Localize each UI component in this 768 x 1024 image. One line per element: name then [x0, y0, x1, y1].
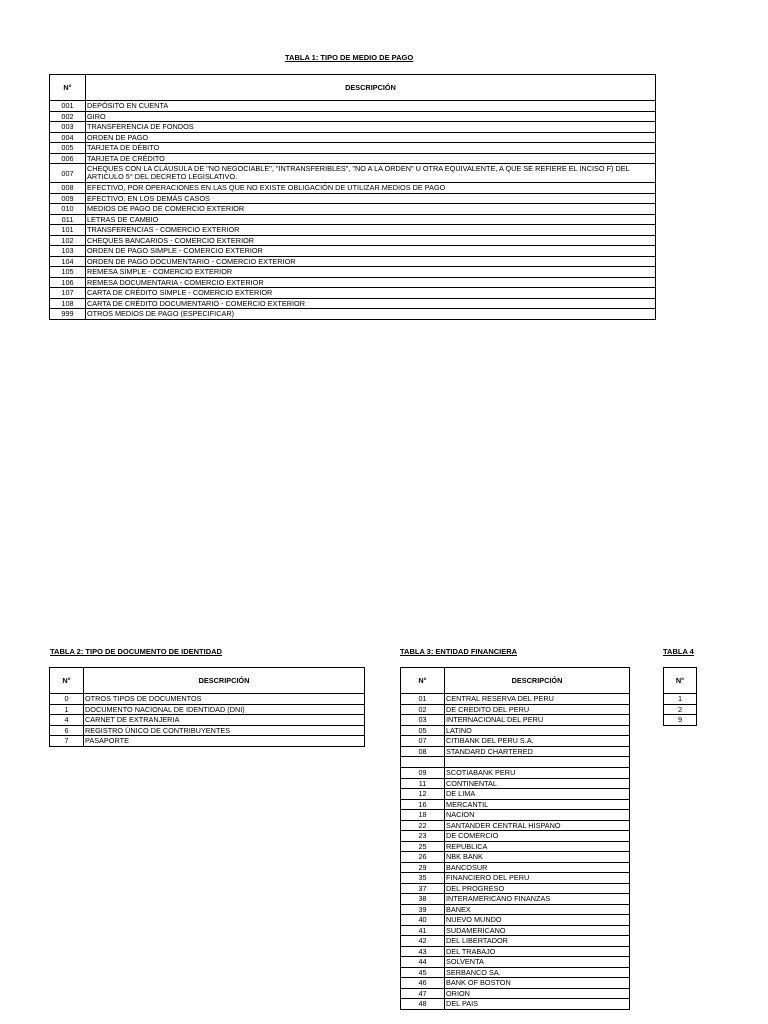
row-number: 08 — [401, 746, 445, 757]
row-description: DE COMERCIO — [445, 831, 630, 842]
row-description: NUEVO MUNDO — [445, 915, 630, 926]
table3-col-description: DESCRIPCIÓN — [445, 668, 630, 694]
table1-col-number: N° — [50, 75, 86, 101]
table1 — [49, 74, 656, 320]
row-number: 05 — [401, 725, 445, 736]
table-row — [50, 256, 656, 267]
row-description — [445, 757, 630, 768]
table-row — [50, 267, 656, 278]
row-number: 2 — [664, 704, 697, 715]
row-number: 40 — [401, 915, 445, 926]
row-number: 16 — [401, 799, 445, 810]
table-row — [401, 736, 630, 747]
table3-col-number: N° — [401, 668, 445, 694]
row-number: 0 — [50, 694, 84, 705]
table-row — [50, 164, 656, 183]
table-row — [401, 725, 630, 736]
row-description: OTROS MEDIOS DE PAGO (ESPECIFICAR) — [86, 309, 656, 320]
table-row — [401, 946, 630, 957]
table-row — [401, 904, 630, 915]
table-row — [401, 820, 630, 831]
row-description: REMESA DOCUMENTARIA - COMERCIO EXTERIOR — [86, 277, 656, 288]
row-description: SCOTIABANK PERU — [445, 768, 630, 779]
row-description: ORDEN DE PAGO DOCUMENTARIO - COMERCIO EXTERIOR — [86, 256, 656, 267]
row-number: 45 — [401, 967, 445, 978]
row-description: REMESA SIMPLE - COMERCIO EXTERIOR — [86, 267, 656, 278]
table-row — [50, 736, 365, 747]
row-number: 38 — [401, 894, 445, 905]
row-description: EFECTIVO, EN LOS DEMÁS CASOS — [86, 193, 656, 204]
row-number: 46 — [401, 978, 445, 989]
table1-body — [50, 101, 656, 320]
table-row — [50, 214, 656, 225]
table-row — [50, 204, 656, 215]
table-row — [50, 694, 365, 705]
row-description: INTERAMERICANO FINANZAS — [445, 894, 630, 905]
row-number: 999 — [50, 309, 86, 320]
row-number: 09 — [401, 768, 445, 779]
row-description: CITIBANK DEL PERU S.A. — [445, 736, 630, 747]
row-description: PASAPORTE — [84, 736, 365, 747]
row-number: 37 — [401, 883, 445, 894]
table-row — [401, 831, 630, 842]
table-row — [401, 936, 630, 947]
table-row — [50, 298, 656, 309]
row-number: 03 — [401, 715, 445, 726]
row-description: NBK BANK — [445, 852, 630, 863]
table-row — [50, 725, 365, 736]
row-description: BANEX — [445, 904, 630, 915]
table-row — [401, 778, 630, 789]
row-description: REGISTRO ÚNICO DE CONTRIBUYENTES — [84, 725, 365, 736]
table-row — [401, 967, 630, 978]
row-description: LATINO — [445, 725, 630, 736]
row-number: 02 — [401, 704, 445, 715]
row-number: 006 — [50, 153, 86, 164]
row-description: DOCUMENTO NACIONAL DE IDENTIDAD (DNI) — [84, 704, 365, 715]
table-row — [50, 235, 656, 246]
table1-col-description: DESCRIPCIÓN — [86, 75, 656, 101]
row-number: 11 — [401, 778, 445, 789]
row-number: 29 — [401, 862, 445, 873]
row-description: DEL LIBERTADOR — [445, 936, 630, 947]
row-description: OTROS TIPOS DE DOCUMENTOS — [84, 694, 365, 705]
table-row — [664, 694, 697, 705]
row-number: 009 — [50, 193, 86, 204]
row-number: 41 — [401, 925, 445, 936]
row-description: MERCANTIL — [445, 799, 630, 810]
row-description: SUDAMERICANO — [445, 925, 630, 936]
table-row — [50, 183, 656, 194]
row-number: 011 — [50, 214, 86, 225]
table-row — [401, 862, 630, 873]
row-number: 007 — [50, 164, 86, 183]
row-description: CARTA DE CRÉDITO SIMPLE - COMERCIO EXTERIOR — [86, 288, 656, 299]
row-description: CHEQUES BANCARIOS - COMERCIO EXTERIOR — [86, 235, 656, 246]
table-row — [50, 704, 365, 715]
row-number: 004 — [50, 132, 86, 143]
table-row — [50, 246, 656, 257]
row-number: 002 — [50, 111, 86, 122]
table3-title: TABLA 3: ENTIDAD FINANCIERA — [400, 647, 518, 656]
table-row — [401, 883, 630, 894]
table-row — [401, 894, 630, 905]
table-row — [50, 122, 656, 133]
row-description: CARTA DE CRÉDITO DOCUMENTARIO - COMERCIO EXTERIOR — [86, 298, 656, 309]
table-row — [664, 704, 697, 715]
table-row — [401, 799, 630, 810]
table-row — [401, 715, 630, 726]
row-number: 48 — [401, 999, 445, 1010]
table-row — [401, 925, 630, 936]
table-row — [50, 132, 656, 143]
row-number: 1 — [50, 704, 84, 715]
row-description: SANTANDER CENTRAL HISPANO — [445, 820, 630, 831]
row-number: 103 — [50, 246, 86, 257]
row-number: 001 — [50, 101, 86, 112]
row-number: 9 — [664, 715, 697, 726]
table-row — [401, 694, 630, 705]
row-number: 104 — [50, 256, 86, 267]
row-number: 108 — [50, 298, 86, 309]
row-description: CENTRAL RESERVA DEL PERU — [445, 694, 630, 705]
row-description: DEL PROGRESO — [445, 883, 630, 894]
table-row — [401, 704, 630, 715]
row-number: 008 — [50, 183, 86, 194]
table-row — [401, 915, 630, 926]
table-row — [401, 746, 630, 757]
table-row — [401, 810, 630, 821]
table-row — [401, 789, 630, 800]
row-description: BANK OF BOSTON — [445, 978, 630, 989]
table1-title: TABLA 1: TIPO DE MEDIO DE PAGO — [285, 53, 414, 62]
row-number: 010 — [50, 204, 86, 215]
row-description: TARJETA DE DÉBITO — [86, 143, 656, 154]
table-row — [401, 957, 630, 968]
row-description: DEL PAIS — [445, 999, 630, 1010]
row-description: INTERNACIONAL DEL PERU — [445, 715, 630, 726]
row-number: 18 — [401, 810, 445, 821]
table-row — [50, 288, 656, 299]
row-number: 101 — [50, 225, 86, 236]
table-row — [50, 111, 656, 122]
row-number: 4 — [50, 715, 84, 726]
table3-header-row — [401, 668, 630, 694]
row-description: DEPÓSITO EN CUENTA — [86, 101, 656, 112]
table-row — [50, 715, 365, 726]
row-number: 43 — [401, 946, 445, 957]
row-number: 22 — [401, 820, 445, 831]
table4-header-row — [664, 668, 697, 694]
table1-header-row — [50, 75, 656, 101]
table-row — [50, 153, 656, 164]
table-row — [50, 225, 656, 236]
row-description: FINANCIERO DEL PERU — [445, 873, 630, 884]
table-row — [401, 999, 630, 1010]
row-description: GIRO — [86, 111, 656, 122]
row-number: 003 — [50, 122, 86, 133]
table-row — [401, 978, 630, 989]
row-number: 01 — [401, 694, 445, 705]
row-description: SERBANCO SA. — [445, 967, 630, 978]
row-number: 005 — [50, 143, 86, 154]
row-number: 42 — [401, 936, 445, 947]
row-description: CARNET DE EXTRANJERIA — [84, 715, 365, 726]
table-row — [401, 841, 630, 852]
row-number: 6 — [50, 725, 84, 736]
row-number: 23 — [401, 831, 445, 842]
row-description: ORION — [445, 988, 630, 999]
row-description: TRANSFERENCIA DE FONDOS — [86, 122, 656, 133]
row-number: 35 — [401, 873, 445, 884]
row-description: SOLVENTA — [445, 957, 630, 968]
table-row — [401, 768, 630, 779]
row-description: CONTINENTAL — [445, 778, 630, 789]
row-description: ORDEN DE PAGO — [86, 132, 656, 143]
table4 — [663, 667, 697, 726]
row-description: LETRAS DE CAMBIO — [86, 214, 656, 225]
row-number: 12 — [401, 789, 445, 800]
row-number: 26 — [401, 852, 445, 863]
row-description: STANDARD CHARTERED — [445, 746, 630, 757]
row-description: NACION — [445, 810, 630, 821]
row-number: 07 — [401, 736, 445, 747]
row-description: DE CREDITO DEL PERU — [445, 704, 630, 715]
table-row — [664, 715, 697, 726]
table-row — [50, 193, 656, 204]
row-number: 107 — [50, 288, 86, 299]
table-row — [50, 277, 656, 288]
table2-col-number: N° — [50, 668, 84, 694]
row-number: 7 — [50, 736, 84, 747]
row-number: 102 — [50, 235, 86, 246]
table-row — [401, 852, 630, 863]
row-description: CHEQUES CON LA CLÁUSULA DE "NO NEGOCIABLE", "INTRANSFERIBLES", "NO A LA ORDEN" U OTRA EQUIVALENTE, A QUE SE REFIERE EL INCISO F) DEL ARTICULO 5° DEL DECRETO LEGISLATIVO. — [86, 164, 656, 183]
table3-body — [401, 694, 630, 1010]
table4-title: TABLA 4 — [663, 647, 694, 656]
table-row — [401, 757, 630, 768]
row-number: 105 — [50, 267, 86, 278]
row-number — [401, 757, 445, 768]
table-row — [50, 309, 656, 320]
table2-header-row — [50, 668, 365, 694]
row-description: ORDEN DE PAGO SIMPLE - COMERCIO EXTERIOR — [86, 246, 656, 257]
row-description: MEDIOS DE PAGO DE COMERCIO EXTERIOR — [86, 204, 656, 215]
table-row — [401, 873, 630, 884]
row-number: 44 — [401, 957, 445, 968]
table2-col-description: DESCRIPCIÓN — [84, 668, 365, 694]
row-number: 1 — [664, 694, 697, 705]
table-row — [401, 988, 630, 999]
table3 — [400, 667, 630, 1010]
table2-title: TABLA 2: TIPO DE DOCUMENTO DE IDENTIDAD — [50, 647, 222, 656]
table2 — [49, 667, 365, 747]
table4-col-number: N° — [664, 668, 697, 694]
row-description: REPUBLICA — [445, 841, 630, 852]
row-number: 39 — [401, 904, 445, 915]
row-description: TRANSFERENCIAS - COMERCIO EXTERIOR — [86, 225, 656, 236]
row-description: DE LIMA — [445, 789, 630, 800]
row-number: 25 — [401, 841, 445, 852]
row-description: TARJETA DE CRÉDITO — [86, 153, 656, 164]
table2-body — [50, 694, 365, 747]
row-description: EFECTIVO, POR OPERACIONES EN LAS QUE NO EXISTE OBLIGACIÓN DE UTILIZAR MEDIOS DE PAGO — [86, 183, 656, 194]
table4-body — [664, 694, 697, 726]
row-number: 47 — [401, 988, 445, 999]
table-row — [50, 143, 656, 154]
table-row — [50, 101, 656, 112]
row-description: BANCOSUR — [445, 862, 630, 873]
row-description: DEL TRABAJO — [445, 946, 630, 957]
row-number: 106 — [50, 277, 86, 288]
